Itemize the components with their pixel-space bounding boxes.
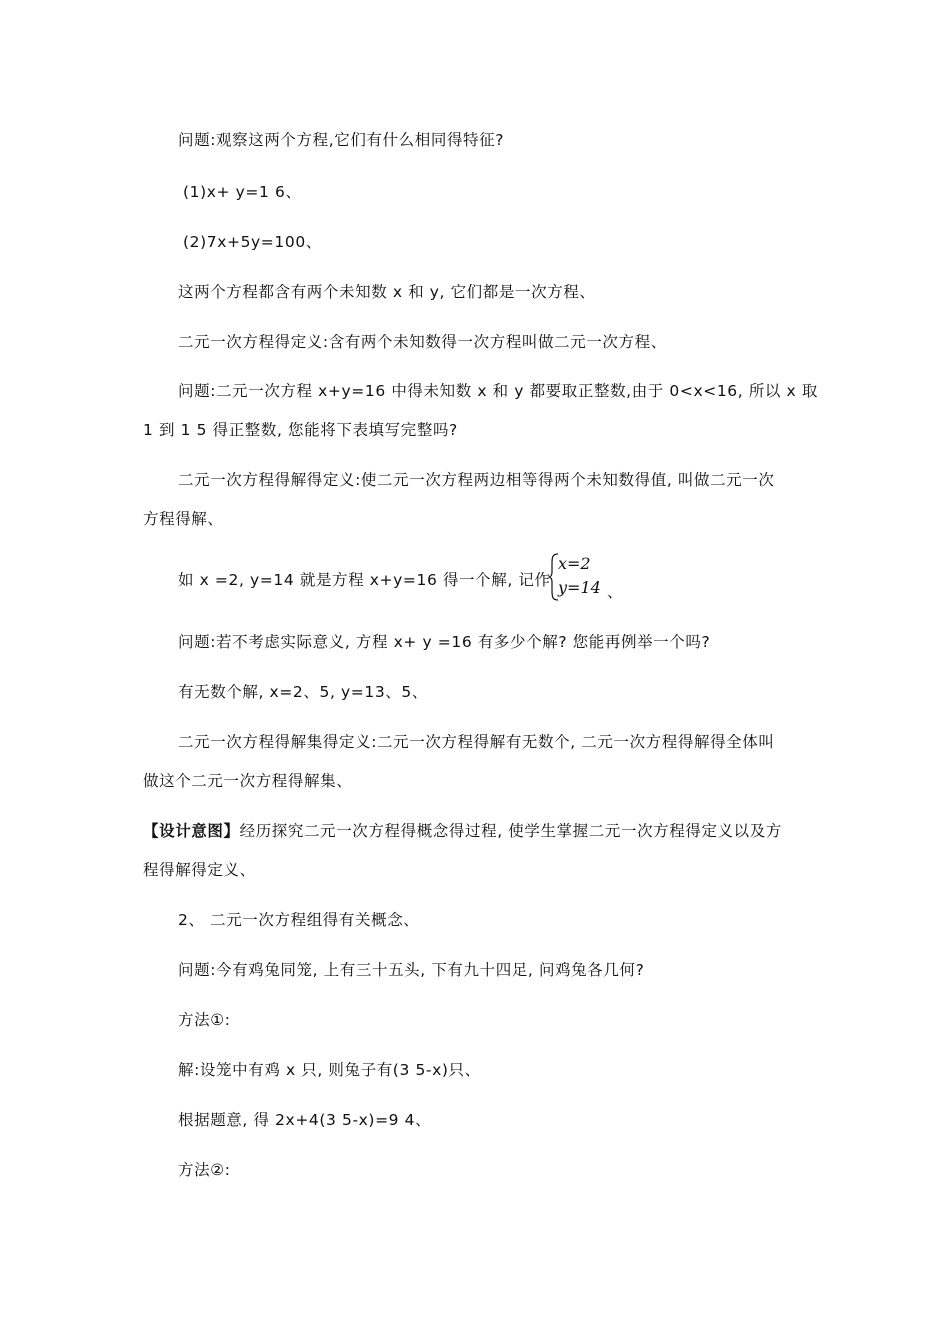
- question-positive-integer-line1: 问题:二元一次方程 x+y=16 中得未知数 x 和 y 都要取正整数,由于 0<x<16, 所以 x 取: [178, 382, 818, 400]
- definition-solution-line1: 二元一次方程得解得定义:使二元一次方程两边相等得两个未知数得值, 叫做二元一次: [178, 471, 775, 489]
- observation-text: 这两个方程都含有两个未知数 x 和 y, 它们都是一次方程、: [178, 283, 596, 301]
- method-2-label: 方法②:: [178, 1161, 231, 1179]
- system-row-x: x=2: [558, 554, 591, 573]
- definition-equation: 二元一次方程得定义:含有两个未知数得一次方程叫做二元一次方程、: [178, 333, 667, 351]
- solution-step-2: 根据题意, 得 2x+4(3 5-x)=9 4、: [178, 1111, 432, 1129]
- question-positive-integer-line2: 1 到 1 5 得正整数, 您能将下表填写完整吗?: [143, 421, 458, 439]
- definition-solution-set-line2: 做这个二元一次方程得解集、: [143, 772, 353, 790]
- system-tail: 、: [607, 583, 623, 601]
- question-how-many: 问题:若不考虑实际意义, 方程 x+ y =16 有多少个解? 您能再例举一个吗?: [178, 633, 711, 651]
- design-intent-text: 经历探究二元一次方程得概念得过程, 使学生掌握二元一次方程得定义以及方: [239, 822, 782, 840]
- question-observe: 问题:观察这两个方程,它们有什么相同得特征?: [178, 131, 505, 149]
- question-chicken-rabbit: 问题:今有鸡兔同笼, 上有三十五头, 下有九十四足, 问鸡兔各几何?: [178, 961, 645, 979]
- section-2-heading: 2、 二元一次方程组得有关概念、: [178, 911, 420, 929]
- design-intent-line1: [143, 821, 782, 841]
- system-row-y: y=14: [558, 578, 601, 597]
- equation-2: (2)7x+5y=100、: [183, 233, 322, 251]
- definition-solution-set-line1: 二元一次方程得解集得定义:二元一次方程得解有无数个, 二元一次方程得解得全体叫: [178, 733, 775, 751]
- answer-infinite: 有无数个解, x=2、5, y=13、5、: [178, 683, 428, 701]
- design-intent-line2: 程得解得定义、: [143, 861, 256, 879]
- method-1-label: 方法①:: [178, 1011, 231, 1029]
- definition-solution-line2: 方程得解、: [143, 510, 224, 528]
- example-solution: 如 x =2, y=14 就是方程 x+y=16 得一个解, 记作: [178, 571, 551, 589]
- solution-step-1: 解:设笼中有鸡 x 只, 则兔子有(3 5-x)只、: [178, 1061, 481, 1079]
- equation-1: (1)x+ y=1 6、: [183, 183, 302, 201]
- design-intent-label: 【设计意图】: [143, 822, 240, 840]
